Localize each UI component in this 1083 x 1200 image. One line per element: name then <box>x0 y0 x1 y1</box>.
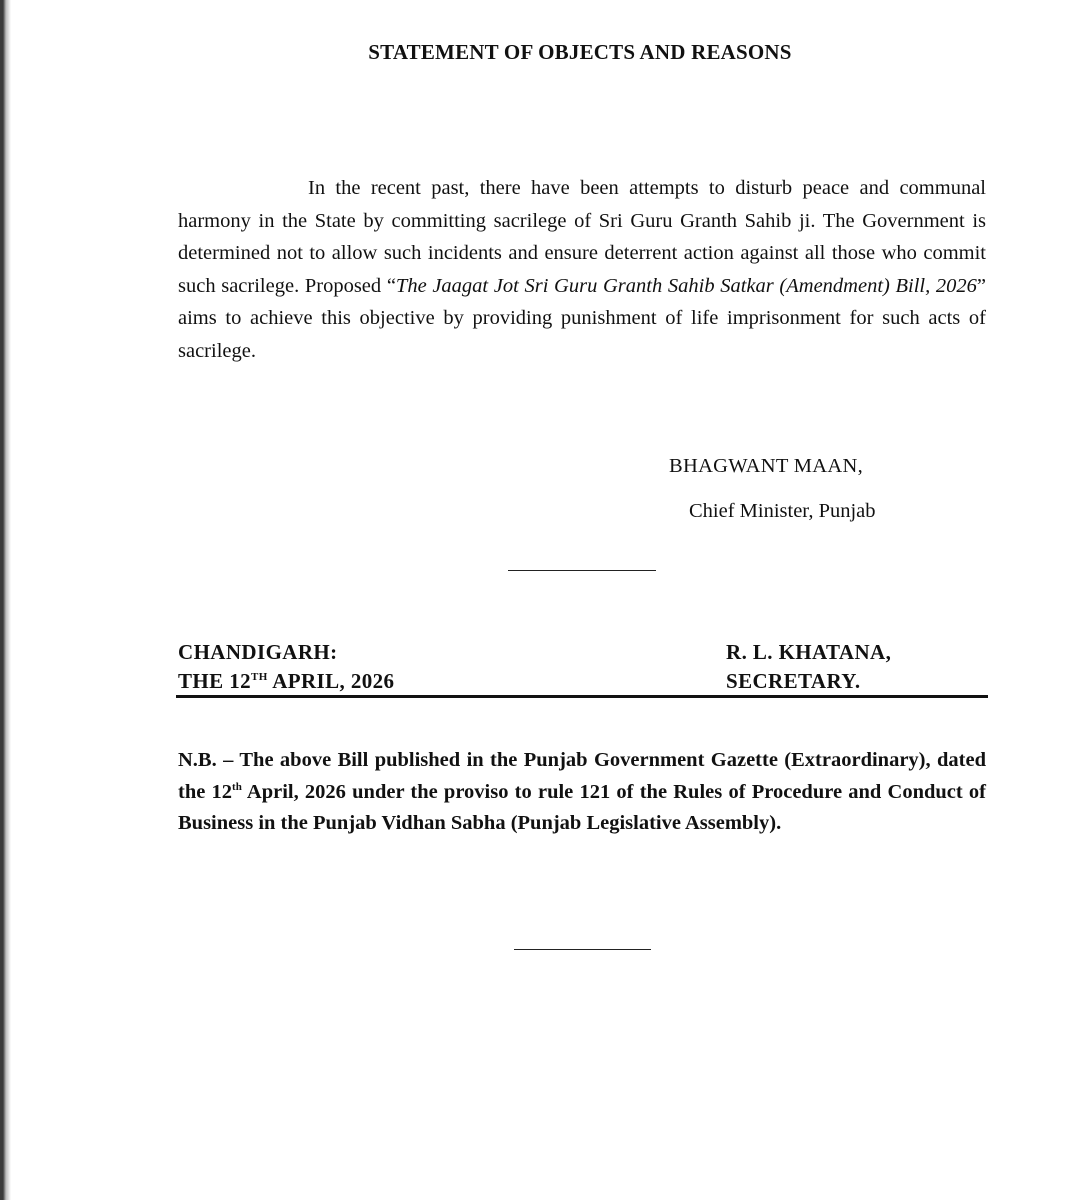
paragraph-text-end: ” aims to achieve this objective by providing punishment of life imprisonment for such acts of sacrilege. <box>178 274 986 362</box>
date-prefix: THE 12 <box>178 669 251 693</box>
place-label: CHANDIGARH: <box>178 640 338 664</box>
nb-text-start: N.B. – The above Bill published in the Punjab Government Gazette (Extraordinary), dated the 12 <box>178 749 986 803</box>
statement-paragraph <box>178 172 986 368</box>
secretary-designation: SECRETARY. <box>726 669 861 693</box>
paragraph-text-start: In the recent past, there have been attempts to disturb peace and communal harmony in the State by committing sacrilege of Sri Guru Granth Sahib ji. The Government is determined not to allow such incidents and ensure deterrent action against all those who commit such sacrilege. Proposed “ <box>178 177 986 297</box>
date-ordinal: TH <box>251 671 268 683</box>
nb-text-end: April, 2026 under the proviso to rule 121 of the Rules of Procedure and Conduct of Business in the Punjab Vidhan Sabha (Punjab Legislative Assembly). <box>178 780 987 834</box>
secretary-name: R. L. KHATANA, <box>726 640 892 664</box>
divider-short-bottom <box>514 949 651 950</box>
page-left-edge-shadow <box>0 0 11 1200</box>
divider-short-top <box>508 570 656 571</box>
date-suffix: APRIL, 2026 <box>267 669 395 693</box>
document-title: STATEMENT OF OBJECTS AND REASONS <box>368 40 792 64</box>
nb-note <box>178 745 986 840</box>
signatory-designation: Chief Minister, Punjab <box>689 500 876 522</box>
signatory-name: BHAGWANT MAAN, <box>669 455 864 477</box>
date-label <box>178 667 394 696</box>
divider-thick <box>176 695 988 698</box>
bill-title: The Jaagat Jot Sri Guru Granth Sahib Satkar (Amendment) Bill, 2026 <box>395 274 977 297</box>
nb-ordinal: th <box>232 780 242 793</box>
secretary-block <box>726 638 891 696</box>
place-date-block <box>178 638 394 696</box>
